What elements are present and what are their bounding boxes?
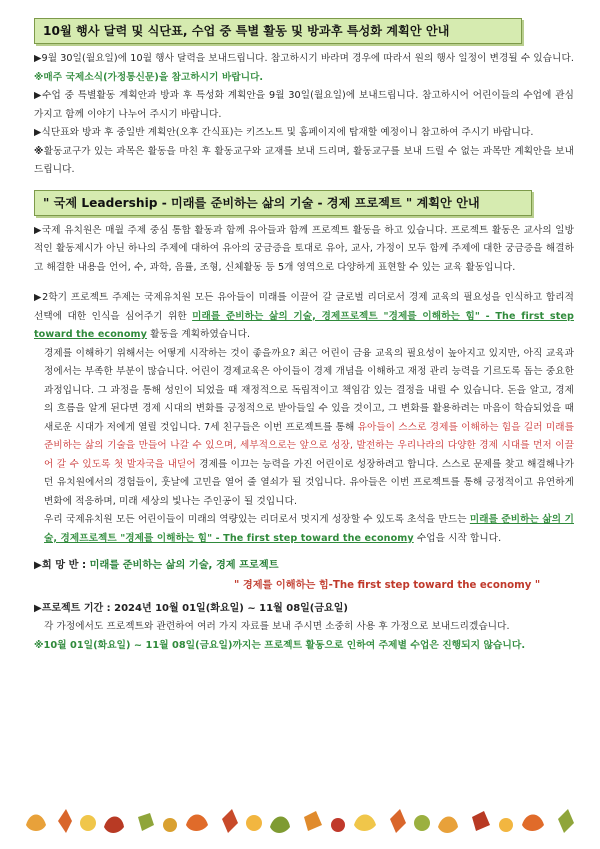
section1-title: 10월 행사 달력 및 식단표, 수업 중 특별 활동 및 방과후 특성화 계획안 안내 bbox=[34, 18, 522, 44]
body-text-b: 경제를 이끄는 능력을 가진 어린이로 성장하려고 합니다. 스스로 문제를 찾고 해결해나가던 유치원에서의 경험들이, 훗날에 고민을 열어 줄 열쇠가 될 것입니다. 유아들은 이번 프로젝트를 통해 긍정적이고 유연하게 변화에 적응하며, 미래 세상의 빛나는 주인공이 될 것입니다. bbox=[44, 458, 574, 507]
class-label: 희 망 반 : bbox=[41, 560, 90, 571]
bullet-marker: ▶ bbox=[34, 292, 43, 303]
bullet-marker: ▶ bbox=[34, 53, 42, 64]
intro-text: 국제 유치원은 매월 주제 중심 통합 활동과 함께 유아들과 함께 프로젝트 활동을 하고 있습니다. 프로젝트 활동은 교사의 일방적인 활동제시가 아닌 하나의 주제에 대하여 유아의 궁금증을 토대로 유아, 교사, 가정이 모두 함께 주제에 대한 궁금증을 해결하고 해결한 내용을 언어, 수, 과학, 음률, 조형, 신체활동 등 5개 영역으로 다양하게 표현할 수 있는 교육 활동입니다. bbox=[34, 224, 574, 273]
theme-text-a: 2학기 프로젝트 주제는 국제유치원 모든 유아들이 미래를 이끌어 갈 글로벌 리더로서 경제 교육의 필요성을 인식하고 합리적 선택에 대한 인식을 심어주기 위한 bbox=[34, 292, 574, 322]
closing-highlight: 미래를 준비하는 삶의 기술, 경제프로젝트 "경제를 이해하는 힘" - The first step toward the economy bbox=[44, 514, 575, 544]
bullet-marker: ▶ bbox=[34, 560, 42, 571]
section1-item-3 bbox=[34, 124, 574, 143]
item-text: 활동교구가 있는 과목은 활동을 마친 후 활동교구와 교재를 보내 드리며, 활동교구를 보내 드릴 수 없는 과목만 계획안을 보내드립니다. bbox=[34, 145, 574, 175]
section2-body bbox=[34, 345, 574, 512]
item-text: 수업 중 특별활동 계획안과 방과 후 특성화 계획안을 9월 30일(월요일)에 보내드립니다. 참고하시어 어린이들의 수업에 관심 가지고 함께 이야기 나누어 주시기 바랍니다. bbox=[34, 90, 574, 120]
section2-intro bbox=[34, 222, 574, 278]
section1-item-4 bbox=[34, 143, 574, 180]
theme-text-b: 활동을 계획하였습니다. bbox=[146, 329, 251, 340]
item-text: 식단표와 방과 후 중일반 계획안(오후 간식표)는 키즈노트 및 홈페이지에 탑재할 예정이니 참고하여 주시기 바랍니다. bbox=[41, 127, 534, 138]
bullet-marker: ▶ bbox=[34, 90, 43, 101]
closing-text-b: 수업을 시작 합니다. bbox=[413, 532, 502, 544]
class-project-subtitle: " 경제를 이해하는 힘-The first step toward the economy " bbox=[234, 580, 541, 591]
schedule-note: ※10월 01일(화요일) ~ 11월 08일(금요일)까지는 프로젝트 활동으로 인하여 주제별 수업은 진행되지 않습니다. bbox=[34, 639, 526, 651]
period-label: 프로젝트 기간 : bbox=[41, 603, 115, 614]
section1-item-1 bbox=[34, 50, 574, 87]
autumn-leaves-decoration bbox=[18, 803, 582, 839]
section2-closing bbox=[34, 511, 574, 548]
body-text-a: 경제를 이해하기 위해서는 어떻게 시작하는 것이 좋을까요? 최근 어린이 금융 교육의 필요성이 높아지고 있지만, 아직 교육과정에서는 부족한 부분이 많습니다. 어린이 경제교육은 아이들이 경제 개념을 이해하고 재정 관리 능력을 기르도록 돕는 중요한 과정입니다. 그 과정을 통해 성인이 되었을 때 재정적으로 독립적이고 책임감 있는 결정을 내릴 수 있습니다. 돈을 알고, 경제의 흐름을 알게 된다면 경제 시대의 변화를 긍정적으로 받아들일 수 있을 것이고, 그 변화를 활용하려는 마음이 학습되었을 때 새로운 시대가 저에게 열릴 것입니다. 7세 친구들은 이번 프로젝트를 통해 bbox=[44, 347, 574, 433]
bullet-marker: ▶ bbox=[34, 603, 42, 614]
section2-theme bbox=[34, 289, 574, 345]
project-highlight: 미래를 준비하는 삶의 기술, 경제프로젝트 "경제를 이해하는 힘" - The first step toward the economy bbox=[34, 310, 574, 340]
family-note: 각 가정에서도 프로젝트와 관련하여 여러 가지 자료를 보내 주시면 소중히 사용 후 가정으로 보내드리겠습니다. bbox=[44, 621, 510, 632]
body-red-text: 유아들이 스스로 경제를 이해하는 힘을 길러 미래를 준비하는 삶의 기술을 만들어 나갈 수 있으며, 세부적으로는 앞으로 성장, 발전하는 우리나라의 다양한 경제 시대를 먼저 이끌어 갈 수 있도록 첫 발자국을 내딛어 bbox=[44, 421, 574, 470]
note-marker: ※ bbox=[34, 145, 44, 157]
section1-item-2 bbox=[34, 87, 574, 124]
period-value: 2024년 10월 01일(화요일) ~ 11월 08일(금요일) bbox=[114, 603, 348, 614]
closing-text-a: 우리 국제유치원 모든 어린이들이 미래의 역량있는 리더로서 멋지게 성장할 수 있도록 초석을 만드는 bbox=[44, 514, 470, 525]
bullet-marker: ▶ bbox=[34, 127, 42, 138]
project-period bbox=[34, 600, 574, 618]
bullet-marker: ▶ bbox=[34, 224, 42, 236]
class-hope-line bbox=[34, 556, 574, 576]
item-text: 9월 30일(월요일)에 10월 행사 달력을 보내드립니다. 참고하시기 바라며 경우에 따라서 원의 행사 일정이 변경될 수 있습니다. bbox=[41, 53, 575, 64]
highlight-text: ※매주 국제소식(가정통신문)을 참고하시기 바랍니다. bbox=[34, 71, 264, 83]
section2-title: " 국제 Leadership - 미래를 준비하는 삶의 기술 - 경제 프로젝트 " 계획안 안내 bbox=[34, 190, 532, 216]
class-project-title: 미래를 준비하는 삶의 기술, 경제 프로젝트 bbox=[89, 560, 279, 571]
notice-page bbox=[34, 10, 574, 655]
leaf-icon bbox=[26, 809, 574, 833]
